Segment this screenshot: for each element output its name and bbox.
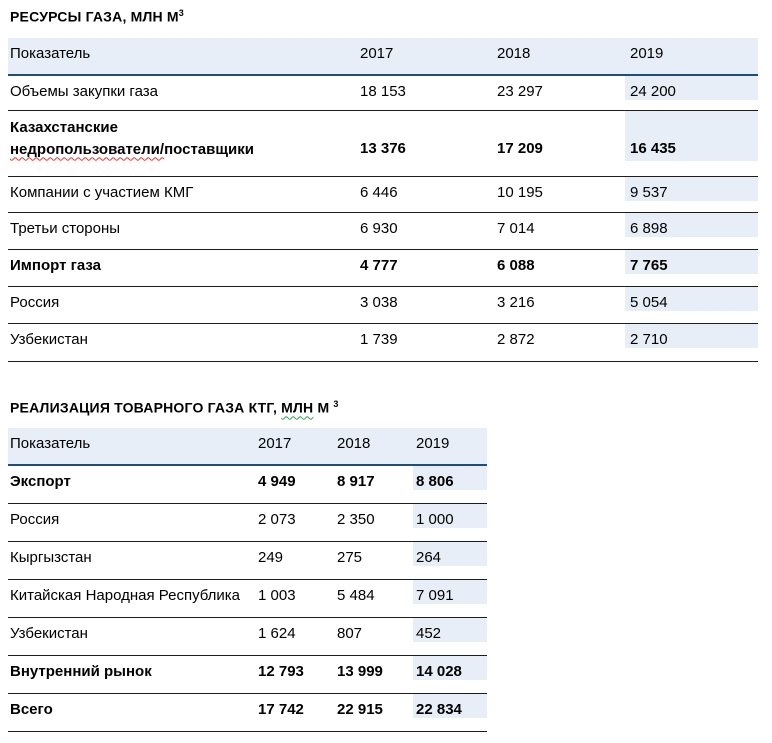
value-2018: 275 bbox=[337, 549, 363, 567]
value-2019: 6 898 bbox=[625, 213, 758, 237]
value-2017: 13 376 bbox=[360, 139, 406, 157]
value-2017: 12 793 bbox=[258, 663, 304, 681]
value-2019: 24 200 bbox=[625, 76, 758, 100]
row-label: Импорт газа bbox=[10, 256, 101, 274]
table1-header-row bbox=[8, 38, 758, 76]
table1-header-2018: 2018 bbox=[497, 44, 531, 62]
table2-header-row bbox=[8, 428, 487, 466]
value-2019: 2 710 bbox=[625, 324, 758, 348]
table2-header-2019: 2019 bbox=[416, 435, 450, 453]
value-2017: 17 742 bbox=[258, 701, 304, 719]
gas-resources-section bbox=[8, 8, 772, 362]
table-row bbox=[8, 111, 758, 177]
table1-title-superscript: 3 bbox=[178, 8, 184, 18]
table2-title bbox=[10, 399, 772, 416]
table1-title-text: РЕСУРСЫ ГАЗА, МЛН М bbox=[10, 8, 179, 25]
value-2017: 6 930 bbox=[360, 219, 398, 237]
table2-title-suffix: М bbox=[313, 399, 334, 416]
row-label: Объемы закупки газа bbox=[10, 82, 158, 100]
row-label: Узбекистан bbox=[10, 330, 88, 348]
value-2018: 2 350 bbox=[337, 511, 375, 529]
table-row bbox=[8, 287, 758, 324]
value-2019: 22 834 bbox=[413, 694, 487, 718]
table2-title-grammar-marked: МЛН bbox=[281, 399, 314, 416]
value-2017: 2 073 bbox=[258, 511, 296, 529]
table-row bbox=[8, 250, 758, 287]
value-2017: 18 153 bbox=[360, 82, 406, 100]
gas-sales-section bbox=[8, 399, 772, 733]
value-2018: 10 195 bbox=[497, 183, 543, 201]
table-row bbox=[8, 656, 487, 694]
table-row bbox=[8, 580, 487, 618]
value-2019: 264 bbox=[413, 542, 487, 566]
value-2017: 6 446 bbox=[360, 183, 398, 201]
row-label bbox=[8, 111, 360, 161]
table1-title bbox=[10, 8, 772, 25]
table1-header-2019: 2019 bbox=[630, 44, 664, 62]
table2-title-prefix: РЕАЛИЗАЦИЯ ТОВАРНОГО ГАЗА КТГ, bbox=[10, 399, 282, 416]
value-2017: 4 777 bbox=[360, 256, 398, 274]
value-2019: 16 435 bbox=[625, 111, 758, 161]
value-2019: 5 054 bbox=[625, 287, 758, 311]
table-row bbox=[8, 76, 758, 111]
value-2019: 1 000 bbox=[413, 504, 487, 528]
row-label: Узбекистан bbox=[10, 625, 88, 643]
table1-header-2017: 2017 bbox=[360, 44, 394, 62]
table-row bbox=[8, 466, 487, 504]
value-2019: 452 bbox=[413, 618, 487, 642]
row-label-line1: Казахстанские bbox=[10, 118, 118, 136]
table2-header-2017: 2017 bbox=[258, 435, 292, 453]
value-2018: 8 917 bbox=[337, 473, 375, 491]
row-label-line2-spellcheck: недропользователи/ bbox=[10, 140, 165, 158]
table-row bbox=[8, 213, 758, 250]
value-2019: 9 537 bbox=[625, 177, 758, 201]
gas-sales-table bbox=[8, 428, 487, 732]
value-2017: 1 739 bbox=[360, 330, 398, 348]
value-2017: 249 bbox=[258, 549, 284, 567]
row-label: Кыргызстан bbox=[10, 549, 92, 567]
row-label: Китайская Народная Республика bbox=[10, 587, 241, 605]
value-2019: 7 091 bbox=[413, 580, 487, 604]
table-row bbox=[8, 504, 487, 542]
value-2019: 7 765 bbox=[625, 250, 758, 274]
value-2017: 1 624 bbox=[258, 625, 296, 643]
table-row bbox=[8, 177, 758, 213]
row-label: Россия bbox=[10, 511, 60, 529]
value-2018: 3 216 bbox=[497, 293, 535, 311]
value-2018: 13 999 bbox=[337, 663, 383, 681]
value-2018: 5 484 bbox=[337, 587, 375, 605]
value-2018: 7 014 bbox=[497, 219, 535, 237]
row-label: Компании с участием КМГ bbox=[10, 183, 194, 201]
table-row bbox=[8, 324, 758, 362]
row-label: Всего bbox=[10, 701, 53, 719]
value-2018: 6 088 bbox=[497, 256, 535, 274]
value-2017: 4 949 bbox=[258, 473, 296, 491]
value-2018: 807 bbox=[337, 625, 363, 643]
table1-header-indicator: Показатель bbox=[10, 44, 91, 62]
value-2018: 23 297 bbox=[497, 82, 543, 100]
table-row bbox=[8, 542, 487, 580]
table2-header-indicator: Показатель bbox=[10, 435, 91, 453]
table-row bbox=[8, 618, 487, 656]
value-2018: 17 209 bbox=[497, 139, 543, 157]
row-label: Внутренний рынок bbox=[10, 663, 152, 681]
table2-title-superscript: 3 bbox=[333, 398, 339, 409]
gas-resources-table bbox=[8, 38, 758, 362]
value-2017: 3 038 bbox=[360, 293, 398, 311]
table2-header-2018: 2018 bbox=[337, 435, 371, 453]
value-2019: 14 028 bbox=[413, 656, 487, 680]
value-2018: 2 872 bbox=[497, 330, 535, 348]
value-2018: 22 915 bbox=[337, 701, 383, 719]
value-2017: 1 003 bbox=[258, 587, 296, 605]
row-label: Третьи стороны bbox=[10, 219, 121, 237]
table-row bbox=[8, 694, 487, 732]
value-2019: 8 806 bbox=[413, 466, 487, 490]
row-label: Экспорт bbox=[10, 473, 71, 491]
row-label-line2-rest: поставщики bbox=[164, 140, 254, 158]
row-label: Россия bbox=[10, 293, 60, 311]
